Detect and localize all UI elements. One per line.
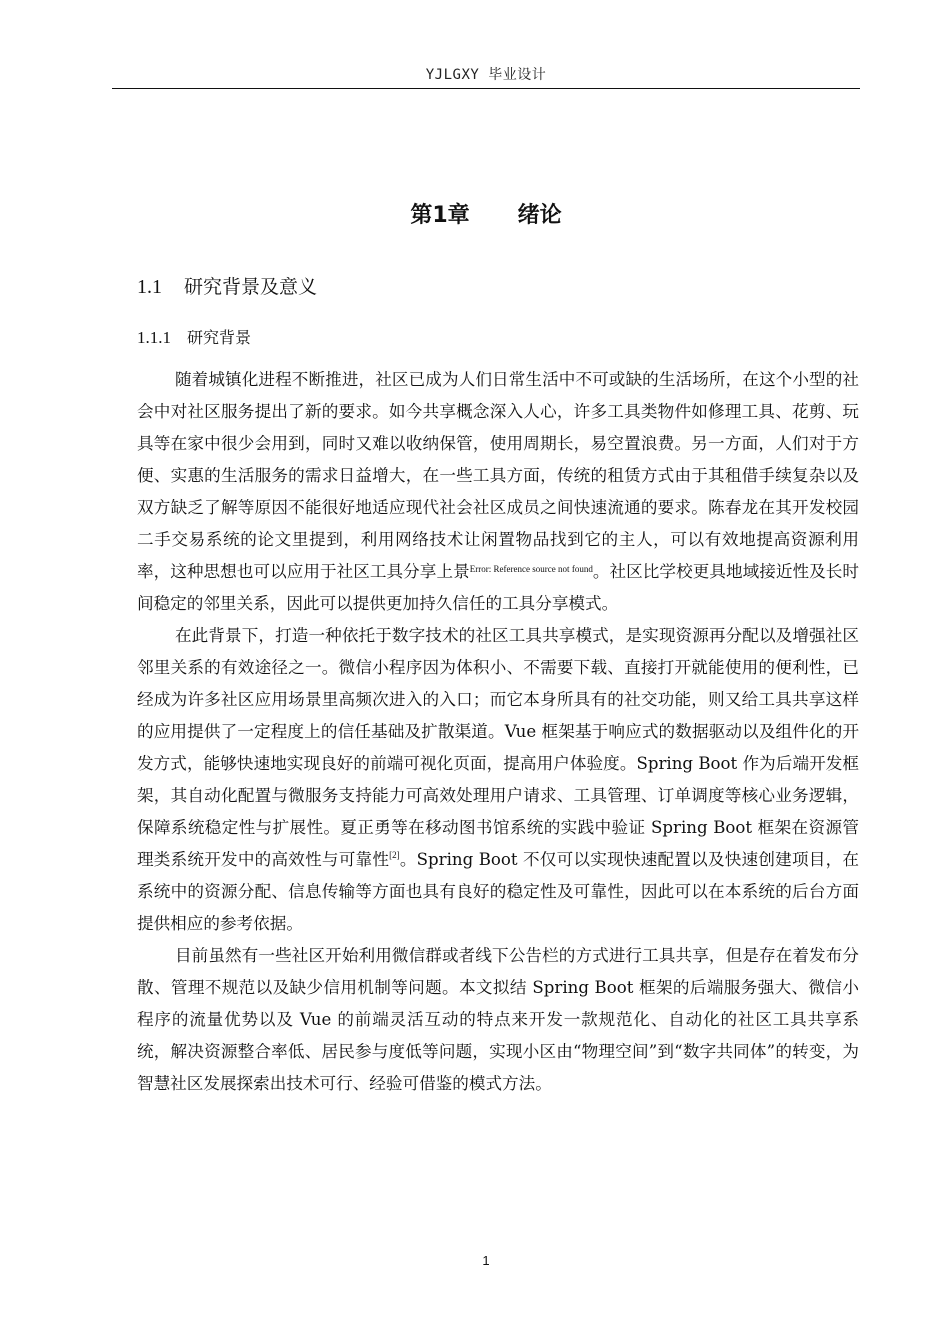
chapter-title: 绪论: [517, 203, 562, 228]
chapter-heading: [112, 198, 860, 229]
reference-error: Error: Reference source not found: [469, 564, 593, 574]
subsection-heading: [137, 325, 251, 348]
paragraph-1-text-a: 随着城镇化进程不断推进，社区已成为人们日常生活中不可或缺的生活场所，在这个小型的社会中对社区服务提出了新的要求。如今共享概念深入人心，许多工具类物件如修理工具、花剪、玩具等在家中很少会用到，同时又难以收纳保管，使用周期长，易空置浪费。另一方面，人们对于方便、实惠的生活服务的需求日益增大，在一些工具方面，传统的租赁方式由于其租借手续复杂以及双方缺乏了解等原因不能很好地适应现代社会社区成员之间快速流通的要求。陈春龙在其开发校园二手交易系统的论文里提到，利用网络技术让闲置物品找到它的主人，可以有效地提高资源利用率，这种思想也可以应用于社区工具分享上景: [137, 370, 859, 581]
paragraph-2-text-b: 。Spring Boot 不仅可以实现快速配置以及快速创建项目，在系统中的资源分配、信息传输等方面也具有良好的稳定性及可靠性，因此可以在本系统的后台方面提供相应的参考依据。: [137, 850, 859, 933]
paragraph-1: [137, 364, 859, 620]
header-divider: [112, 88, 860, 89]
paragraph-2: [137, 620, 859, 940]
chapter-number: 第1章: [410, 203, 470, 228]
section-heading: [137, 272, 317, 299]
section-title: 研究背景及意义: [184, 276, 318, 298]
page-number: 1: [482, 1253, 490, 1268]
paragraph-2-text-a: 在此背景下，打造一种依托于数字技术的社区工具共享模式，是实现资源再分配以及增强社区邻里关系的有效途径之一。微信小程序因为体积小、不需要下载、直接打开就能使用的便利性，已经成为许多社区应用场景里高频次进入的入口；而它本身所具有的社交功能，则又给工具共享这样的应用提供了一定程度上的信任基础及扩散渠道。Vue 框架基于响应式的数据驱动以及组件化的开发方式，能够快速地实现良好的前端可视化页面，提高用户体验度。Spring Boot 作为后端开发框架，其自动化配置与微服务支持能力可高效处理用户请求、工具管理、订单调度等核心业务逻辑，保障系统稳定性与扩展性。夏正勇等在移动图书馆系统的实践中验证 Spring Boot 框架在资源管理类系统开发中的高效性与可靠性: [137, 626, 859, 869]
paragraph-1-text-b: 。社区比学校更具地域接近性及长时间稳定的邻里关系，因此可以提供更加持久信任的工具分享模式。: [137, 562, 860, 613]
paragraph-3: 目前虽然有一些社区开始利用微信群或者线下公告栏的方式进行工具共享，但是存在着发布分散、管理不规范以及缺少信用机制等问题。本文拟结 Spring Boot 框架的后端服务强大、微信小程序的流量优势以及 Vue 的前端灵活互动的特点来开发一款规范化、自动化的社区工具共享系统，解决资源整合率低、居民参与度低等问题，实现小区由“物理空间”到“数字共同体”的转变，为智慧社区发展探索出技术可行、经验可借鉴的模式方法。: [137, 946, 859, 1093]
running-header: YJLGXY 毕业设计: [425, 67, 547, 83]
subsection-number: 1.1.1: [137, 328, 171, 347]
subsection-title: 研究背景: [187, 328, 252, 347]
citation-marker: [2]: [389, 850, 400, 860]
section-number: 1.1: [137, 276, 162, 298]
body-text: [137, 364, 859, 1100]
